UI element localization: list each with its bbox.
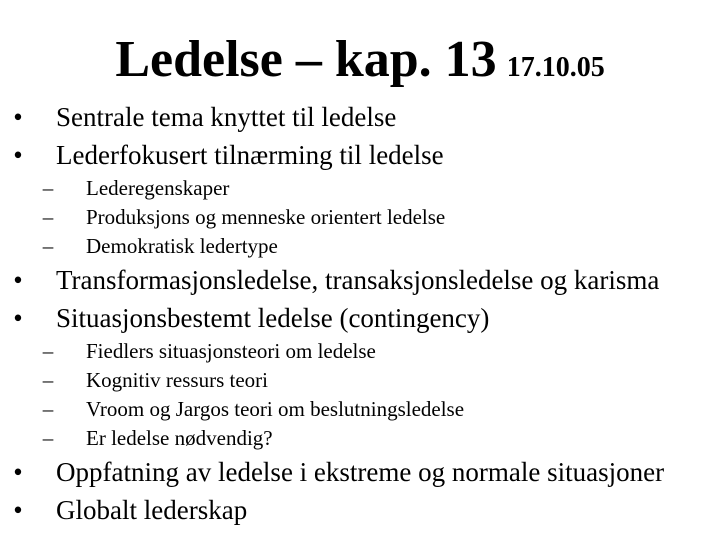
list-item-text: Lederfokusert tilnærming til ledelse (56, 140, 444, 170)
title-date: 17.10.05 (506, 52, 605, 83)
sub-list-item-text: Vroom og Jargos teori om beslutningsledelse (86, 397, 465, 421)
bullet-marker: • (13, 265, 23, 295)
dash-marker: – (42, 339, 54, 363)
sub-list-item-text: Kognitiv ressurs teori (86, 368, 268, 392)
list-item-text: Transformasjonsledelse, transaksjonsledelse og karisma (56, 265, 660, 295)
slide-title (0, 30, 720, 89)
sub-list-item (0, 337, 720, 366)
sub-list-item-text: Lederegenskaper (86, 176, 230, 200)
dash-marker: – (42, 205, 54, 229)
list-item (0, 299, 720, 337)
dash-marker: – (42, 397, 54, 421)
sub-list-item (0, 424, 720, 453)
sub-list-item-text: Demokratisk ledertype (86, 234, 278, 258)
sub-list-item (0, 366, 720, 395)
list-item-text: Globalt lederskap (56, 495, 248, 525)
sub-list-item (0, 395, 720, 424)
sub-list-item-text: Er ledelse nødvendig? (86, 426, 273, 450)
bullet-marker: • (13, 495, 23, 525)
bullet-marker: • (13, 102, 23, 132)
title-main: Ledelse – kap. 13 (115, 31, 497, 88)
dash-marker: – (42, 426, 54, 450)
bullet-marker: • (13, 457, 23, 487)
dash-marker: – (42, 176, 54, 200)
sub-list-item-text: Produksjons og menneske orientert ledelse (86, 205, 446, 229)
list-item (0, 136, 720, 174)
list-item (0, 453, 720, 491)
bullet-list (0, 98, 720, 529)
list-item-text: Situasjonsbestemt ledelse (contingency) (56, 303, 490, 333)
sub-list-item (0, 232, 720, 261)
dash-marker: – (42, 234, 54, 258)
bullet-marker: • (13, 303, 23, 333)
dash-marker: – (42, 368, 54, 392)
sub-list-item (0, 203, 720, 232)
bullet-marker: • (13, 140, 23, 170)
list-item (0, 98, 720, 136)
list-item-text: Sentrale tema knyttet til ledelse (56, 102, 397, 132)
sub-list-item-text: Fiedlers situasjonsteori om ledelse (86, 339, 376, 363)
sub-list-item (0, 174, 720, 203)
list-item-text: Oppfatning av ledelse i ekstreme og normale situasjoner (56, 457, 665, 487)
list-item (0, 491, 720, 529)
list-item (0, 261, 720, 299)
